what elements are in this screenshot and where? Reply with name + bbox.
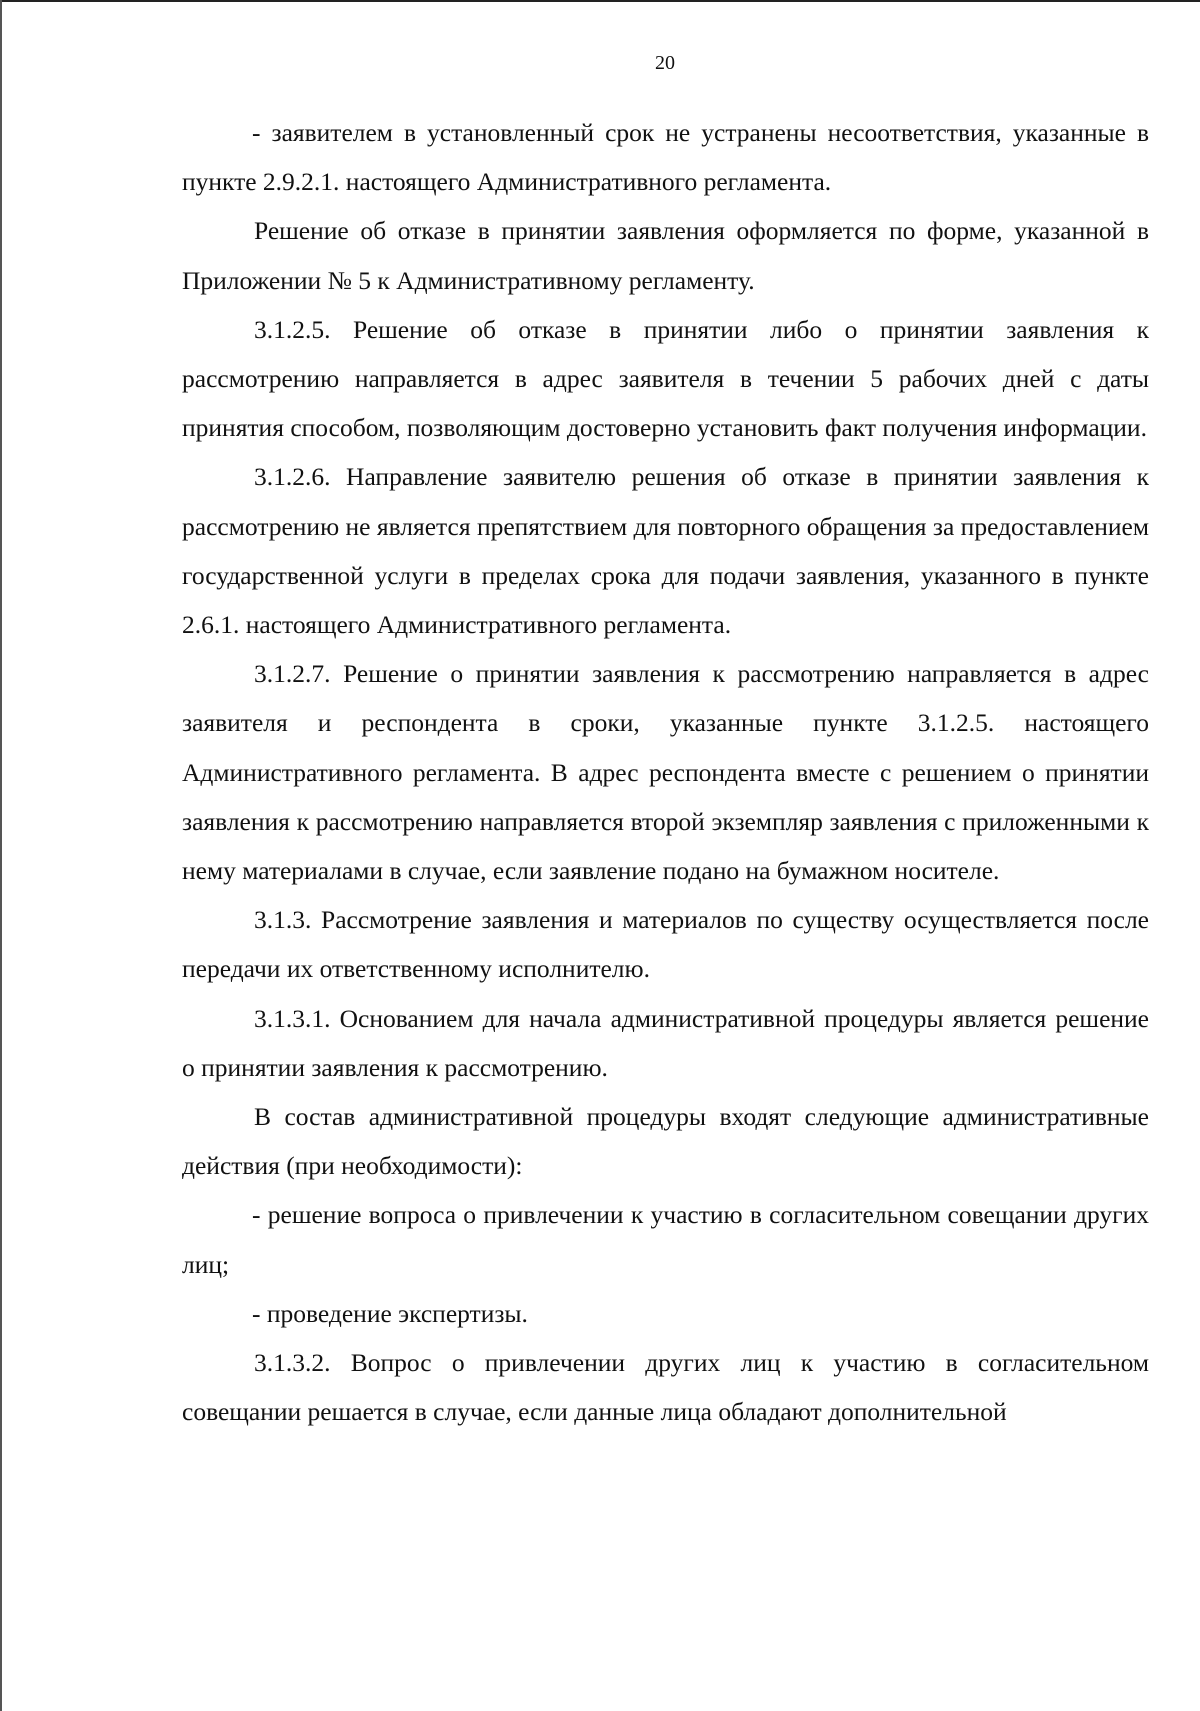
paragraph-3-1-3-1: 3.1.3.1. Основанием для начала административной процедуры является решение о принятии заявления к рассмотрению. [182, 1003, 1149, 1082]
paragraph-list-item: - заявителем в установленный срок не устранены несоответствия, указанные в пункте 2.9.2.1. настоящего Административного регламента. [182, 118, 1149, 197]
page-number: 20 [655, 52, 675, 74]
paragraph: В состав административной процедуры входят следующие административные действия (при необходимости): [182, 1102, 1149, 1181]
paragraph-3-1-3-2: 3.1.3.2. Вопрос о привлечении других лиц к участию в согласительном совещании решается в случае, если данные лица обладают дополнительной [182, 1348, 1149, 1427]
document-body [182, 108, 1149, 1436]
paragraph-3-1-3: 3.1.3. Рассмотрение заявления и материалов по существу осуществляется после передачи их ответственному исполнителю. [182, 905, 1149, 984]
scan-left-border [0, 0, 2, 1711]
paragraph-list-item: - проведение экспертизы. [252, 1298, 528, 1328]
paragraph-3-1-2-6: 3.1.2.6. Направление заявителю решения об отказе в принятии заявления к рассмотрению не является препятствием для повторного обращения за предоставлением государственной услуги в пределах срока для подачи заявления, указанного в пункте 2.6.1. настоящего Административного регламента. [182, 462, 1149, 640]
paragraph-list-item: - решение вопроса о привлечении к участию в согласительном совещании других лиц; [182, 1200, 1149, 1279]
paragraph-3-1-2-5: 3.1.2.5. Решение об отказе в принятии либо о принятии заявления к рассмотрению направляется в адрес заявителя в течении 5 рабочих дней с даты принятия способом, позволяющим достоверно установить факт получения информации. [182, 314, 1149, 443]
scan-top-border [0, 0, 1200, 2]
paragraph: Решение об отказе в принятии заявления оформляется по форме, указанной в Приложении № 5 к Административному регламенту. [182, 216, 1149, 295]
paragraph-3-1-2-7: 3.1.2.7. Решение о принятии заявления к рассмотрению направляется в адрес заявителя и респондента в сроки, указанные пункте 3.1.2.5. настоящего Административного регламента. В адрес респондента вместе с решением о принятии заявления к рассмотрению направляется второй экземпляр заявления с приложенными к нему материалами в случае, если заявление подано на бумажном носителе. [182, 659, 1149, 886]
